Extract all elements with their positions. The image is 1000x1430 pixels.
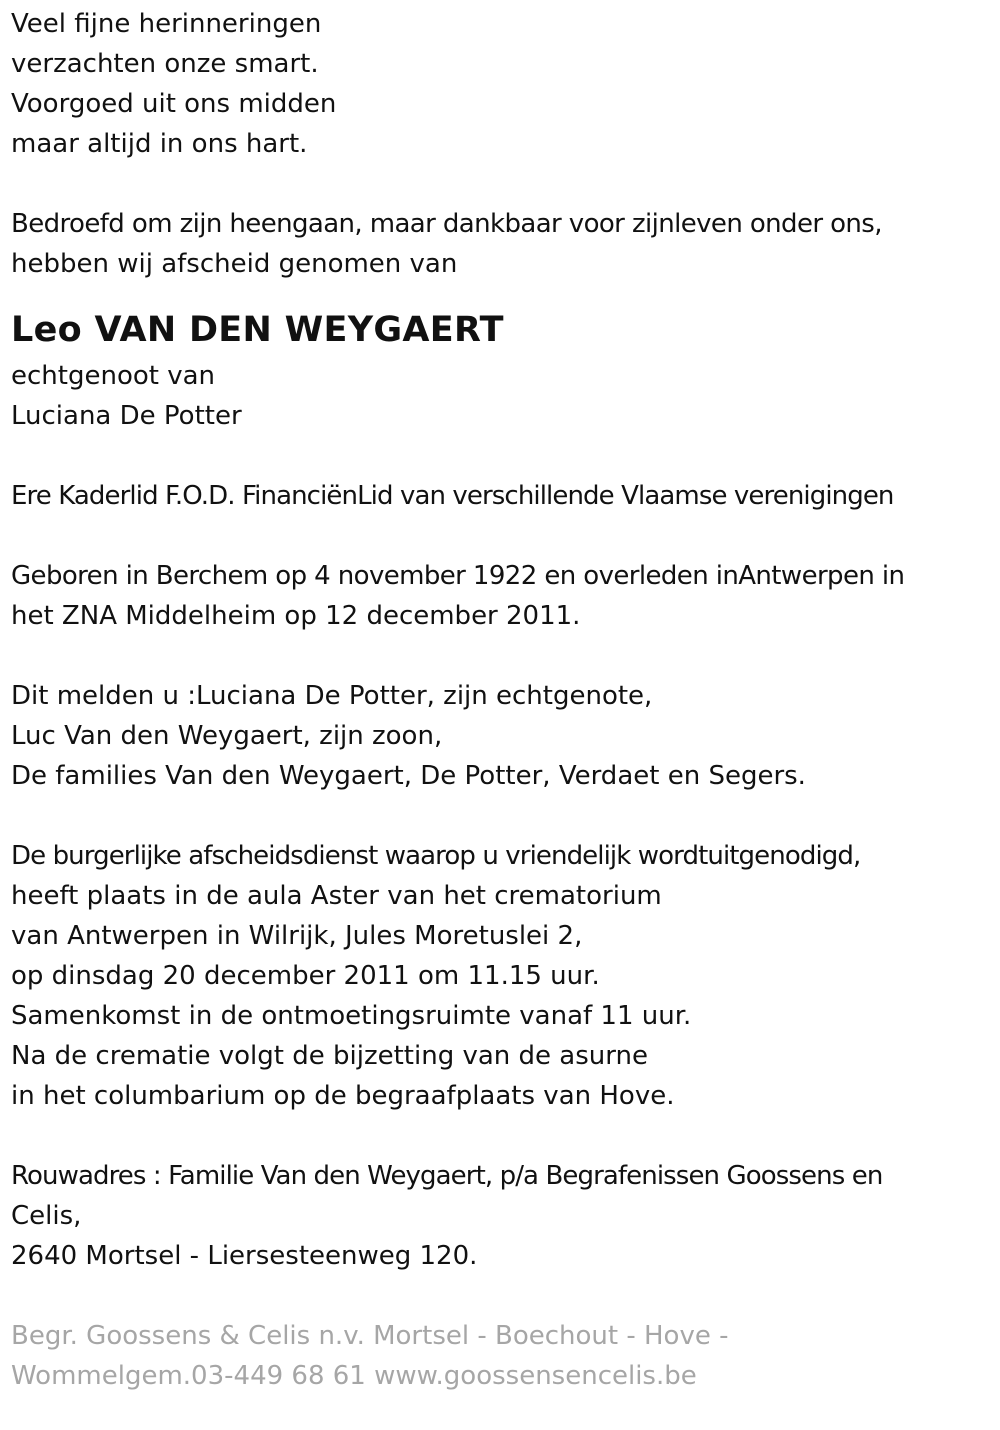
service-line: op dinsdag 20 december 2011 om 11.15 uur. [11,961,600,991]
spouse-name: Luciana De Potter [11,401,242,431]
service-details [11,836,991,1116]
service-line: Samenkomst in de ontmoetingsruimte vanaf 11 uur. [11,1001,692,1031]
service-line: De burgerlijke afscheidsdienst waarop u vriendelijk wordtuitgenodigd, [11,841,861,871]
spacer [11,164,991,204]
spacer [11,1276,991,1316]
spacer [11,436,991,476]
intro-line: hebben wij afscheid genomen van [11,249,458,279]
footer-line: Begr. Goossens & Celis n.v. Mortsel - Boechout - Hove - [11,1321,729,1351]
spacer [11,636,991,676]
address-line: Celis, [11,1201,82,1231]
relation-text: echtgenoot van [11,361,216,391]
service-line: heeft plaats in de aula Aster van het crematorium [11,881,662,911]
deceased-name: Leo VAN DEN WEYGAERT [11,310,504,350]
spacer [11,516,991,556]
intro-line: Bedroefd om zijn heengaan, maar dankbaar voor zijnleven onder ons, [11,209,882,239]
birth-death-line: het ZNA Middelheim op 12 december 2011. [11,601,581,631]
footer-line: Wommelgem.03-449 68 61 www.goossensencelis.be [11,1361,697,1391]
poem-line: Voorgoed uit ons midden [11,89,337,119]
birth-death [11,556,991,636]
announcer-line: De families Van den Weygaert, De Potter, Verdaet en Segers. [11,761,806,791]
address-line: 2640 Mortsel - Liersesteenweg 120. [11,1241,478,1271]
titles-text: Ere Kaderlid F.O.D. FinanciënLid van verschillende Vlaamse verenigingen [11,481,894,511]
service-line: Na de crematie volgt de bijzetting van de asurne [11,1041,648,1071]
spacer [11,1116,991,1156]
funeral-home-footer [11,1316,991,1396]
birth-death-line: Geboren in Berchem op 4 november 1922 en overleden inAntwerpen in [11,561,905,591]
address-line: Rouwadres : Familie Van den Weygaert, p/a Begrafenissen Goossens en [11,1161,883,1191]
poem [11,4,991,164]
intro [11,204,991,284]
announcer-line: Dit melden u :Luciana De Potter, zijn echtgenote, [11,681,653,711]
poem-line: verzachten onze smart. [11,49,319,79]
poem-line: maar altijd in ons hart. [11,129,308,159]
poem-line: Veel fijne herinneringen [11,9,322,39]
spacer [11,796,991,836]
mourning-address [11,1156,991,1276]
announcer-line: Luc Van den Weygaert, zijn zoon, [11,721,443,751]
service-line: van Antwerpen in Wilrijk, Jules Moretuslei 2, [11,921,583,951]
service-line: in het columbarium op de begraafplaats van Hove. [11,1081,675,1111]
announcers [11,676,991,796]
obituary-notice [11,4,991,1396]
